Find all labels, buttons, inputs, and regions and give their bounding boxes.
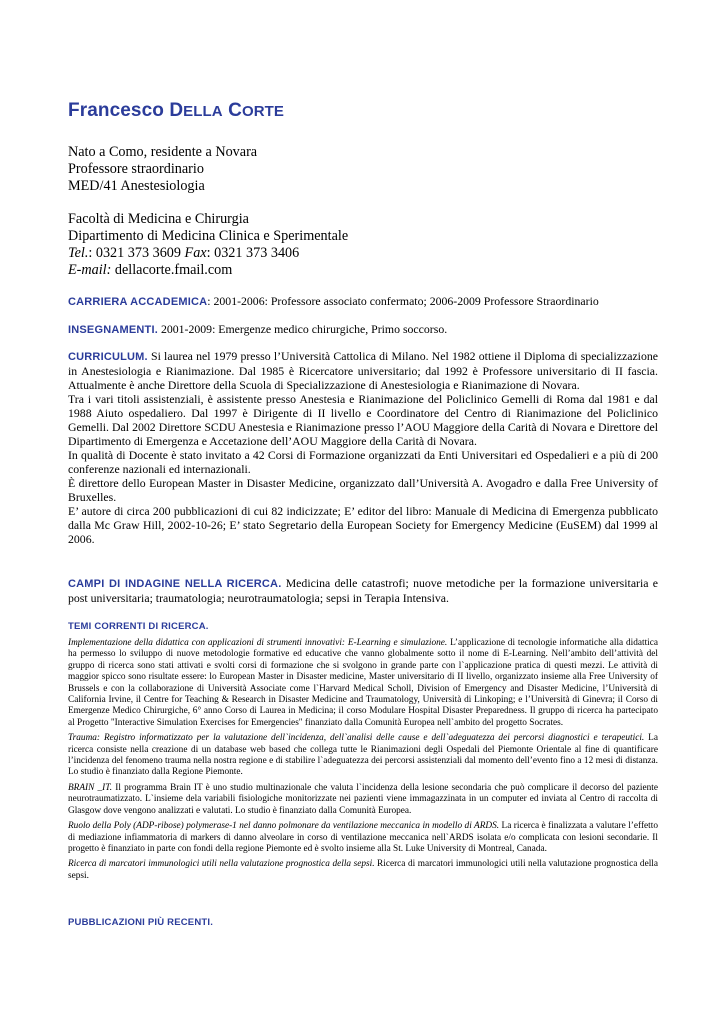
section-heading: CAMPI DI INDAGINE NELLA RICERCA. [68,578,282,590]
personal-info [68,144,658,195]
section-heading: INSEGNAMENTI. [68,324,158,336]
name-last-part: ORTE [241,103,285,120]
section-curriculum [68,349,658,546]
curriculum-paragraph: In qualità di Docente è stato invitato a 42 Corsi di Formazione organizzati da Enti Universitari ed Ospedalieri e a più di 200 conferenze nazionali ed internazionali. [68,448,658,476]
topic-text: La ricerca è finalizzata a valutare l’effetto di mediazione infiammatoria di markers di danno alveolare in corso di ventilazione meccanica nell`ARDS isolata e/o complicata con lesioni secondarie. Il progetto è finanziato in parte con fondi della regione Piemonte ed è svolto insieme alla St. Luke University di Montreal, Canada. [68,821,658,854]
contact-info [68,211,658,279]
email-value: dellacorte.fmail.com [111,262,233,278]
name-last-part: C [228,100,242,121]
email-label: E-mail: [68,262,112,278]
section-heading: CARRIERA ACCADEMICA [68,296,208,308]
section-carriera [68,294,658,309]
tel-value: : 0321 373 3609 [88,245,185,261]
section-pubblicazioni [68,914,658,930]
research-topic [68,821,658,855]
topic-title: BRAIN _IT. [68,782,113,793]
name-first: Francesco [68,100,170,121]
person-name [68,100,284,122]
topic-text: L’applicazione di tecnologie informatiche alla didattica ha permesso lo sviluppo di nuove metodologie formative ed educative che vanno globalmente sotto il nome di E-Learning. Nell’ambito dell’attività del gruppo di ricerca sono stati attivati e svolti corsi di formazione che si svolgono in grande parte con l`applicazione pratica di questi mezzi. Le attività di maggior spicco sono risultate essere: lo European Master in Disaster medicine, Master universitario di II livello, organizzato insieme alla Free University of Brussels e con la collaborazione di Università Associate come l`Harvard Medical Scholl, Division of Emergency and Disaster Medicine, l’Università di California Irvine, il Centre for Teaching & Research in Disaster Medicine and Traumatology, Università di Linkoping; e l’Università di Ginevra; il Corso di Emergenze Medico Chirurgiche, 6° anno Corso di Laurea in Medicina; il corso Modulare Hospital Disaster Preparedness. Il gruppo di ricerca ha partecipato al Progetto "Interactive Simulation Exercises for Emergencies" finanziato dalla Comunità Europea nell`ambito del progetto Socrates. [68,638,658,728]
section-insegnamenti [68,322,658,337]
topic-title: Implementazione della didattica con applicazioni di strumenti innovativi: E-Learning e simulazione. [68,638,448,648]
email [68,262,658,279]
faculty: Facoltà di Medicina e Chirurgia [68,211,249,227]
section-text: Medicina delle catastrofi; nuove metodiche per la formazione universitaria e post universitaria; traumatologia; neurotraumatologia; sepsi in Terapia Intensiva. [68,576,658,605]
name-last-part: D [169,100,184,121]
discipline: MED/41 Anestesiologia [68,178,205,194]
birthplace-residence: Nato a Como, residente a Novara [68,144,258,160]
section-text: 2001-2009: Emergenze medico chirurgiche, Primo soccorso. [158,322,448,336]
research-topic [68,733,658,779]
topic-title: Ricerca di marcatori immunologici utili nella valutazione prognostica della sepsi. [68,859,375,870]
academic-role: Professore straordinario [68,161,204,177]
research-topic [68,783,658,817]
section-heading: CURRICULUM. [68,351,148,363]
section-campi [68,576,658,605]
curriculum-paragraph: È direttore dello European Master in Disaster Medicine, organizzato dall’Università A. Avogadro e dalla Free University of Bruxelles. [68,476,658,504]
topic-text: Il programma Brain IT è uno studio multinazionale che valuta l`incidenza della lesione secondaria che può complicare il decorso del paziente neurotraumatizzato. L`insieme dela variabili fisiologiche monitorizzate nei pazienti viene immagazzinata in un computer ed inviata al Centro di raccolta di Glasgow dove vengono analizzati e valutati. Lo studio è finanziato dalla Comunità Europea. [68,782,658,816]
topic-title: Trauma: Registro informatizzato per la valutazione dell`incidenza, dell`analisi delle cause e dell`adeguatezza dei percorsi diagnostici e terapeutici. [68,733,645,744]
section-heading: PUBBLICAZIONI PIÙ RECENTI. [68,917,214,928]
topic-title: Ruolo della Poly (ADP-ribose) polymerase-1 nel danno polmonare da ventilazione meccanica in modello di ARDS. [68,821,500,832]
topic-text: La ricerca consiste nella creazione di un database web based che collega tutte le Rianimazioni degli Ospedali del Piemonte Orientale al fine di quantificare l’incidenza del fenomeno trauma nella nostra regione e di stabilire l`adeguatezza dei percorsi assistenziali dal momento dell’evento fino a 12 mesi di distanza. Lo studio è finanziato dalla Regione Piemonte. [68,733,658,778]
fax-value: : 0321 373 3406 [206,245,300,261]
phone-fax [68,245,658,262]
tel-label: Tel. [68,245,89,261]
research-topics [68,638,658,882]
fax-label: Fax [184,245,207,261]
section-temi [68,618,658,634]
curriculum-paragraph: CURRICULUM. Si laurea nel 1979 presso l’Università Cattolica di Milano. Nel 1982 ottiene il Diploma di specializzazione in Anestesiologia e Rianimazione. Dal 1985 è Ricercatore universitario; dal 1992 è Professore universitario di II fascia. Attualmente è anche Direttore della Scuola di Specializzazione di Anestesiologia e Rianimazione di Novara. [68,349,658,392]
section-text: : 2001-2006: Professore associato confermato; 2006-2009 Professore Straordinario [207,294,599,308]
name-last-part: ELLA [183,103,223,120]
topic-text: Ricerca di marcatori immunologici utili nella valutazione prognostica della sepsi. [68,859,658,881]
research-topic [68,638,658,729]
curriculum-paragraph: Tra i vari titoli assistenziali, è assistente presso Anestesia e Rianimazione del Policlinico Gemelli di Roma dal 1981 e dal 1988 Aiuto ospedaliero. Dal 1997 è Dirigente di II livello e Coordinatore del Centro di Rianimazione del Policlinico Gemelli. Dal 2002 Direttore SCDU Anestesia e Rianimazione presso l’AOU Maggiore della Carità di Novara e Direttore del Dipartimento di Emergenza e Accetazione dell’AOU Maggiore della Carità di Novara. [68,392,658,448]
section-heading: TEMI CORRENTI DI RICERCA. [68,621,209,632]
research-topic [68,859,658,882]
curriculum-paragraph: E’ autore di circa 200 pubblicazioni di cui 82 indicizzate; E’ editor del libro: Manuale di Medicina di Emergenza pubblicato dalla Mc Graw Hill, 2002-10-26; E’ stato Segretario della European Society for Emergency Medicine (EuSEM) dal 1999 al 2006. [68,504,658,546]
department: Dipartimento di Medicina Clinica e Sperimentale [68,228,349,244]
